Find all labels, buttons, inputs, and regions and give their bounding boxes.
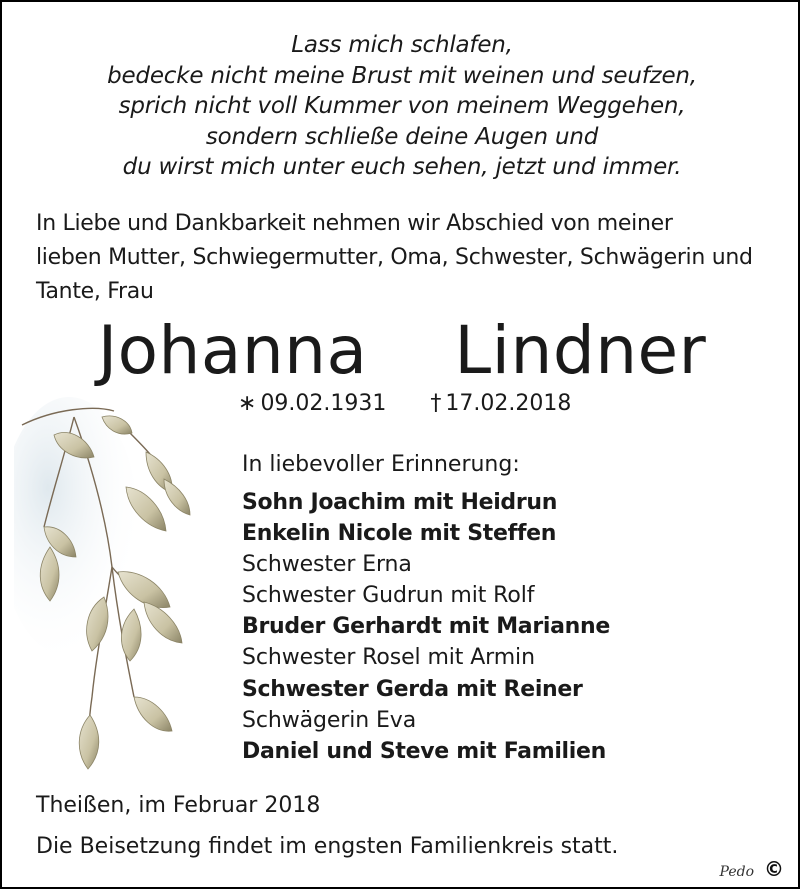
- poem-line: sondern schließe deine Augen und: [205, 123, 599, 150]
- poem-line: Lass mich schlafen,: [291, 32, 513, 58]
- memory-label: In liebevoller Erinnerung:: [242, 452, 520, 477]
- burial-note: Die Beisetzung findet im engsten Familienkreis statt.: [36, 834, 619, 859]
- farewell-intro: [36, 207, 776, 309]
- leaf-icon: [79, 715, 99, 769]
- birth-date: 09.02.1931: [260, 391, 387, 416]
- intro-line: lieben Mutter, Schwiegermutter, Oma, Schwester, Schwägerin und: [36, 245, 753, 270]
- poem-line: sprich nicht voll Kummer von meinem Weggehen,: [118, 93, 686, 119]
- mourner: Schwester Rosel mit Armin: [242, 645, 535, 671]
- mourner: Schwester Gudrun mit Rolf: [242, 583, 535, 609]
- artist-name: Pedo: [719, 864, 754, 880]
- mourner: Schwester Erna: [242, 552, 412, 578]
- mourner: Enkelin Nicole mit Steffen: [242, 521, 557, 547]
- mourner: Sohn Joachim mit Heidrun: [242, 490, 558, 515]
- mourner: Daniel und Steve mit Familien: [242, 738, 607, 764]
- poem: [2, 30, 800, 183]
- leaf-branch-illustration: [14, 397, 199, 787]
- leaf-icon: [164, 479, 190, 515]
- poem-line: bedecke nicht meine Brust mit weinen und seufzen,: [107, 62, 697, 89]
- life-dates: [238, 388, 638, 420]
- artist-signature: [720, 857, 784, 881]
- leaf-icon: [134, 697, 172, 731]
- leaf-icon: [121, 609, 141, 661]
- intro-line: In Liebe und Dankbarkeit nehmen wir Abschied von meiner: [36, 211, 673, 236]
- poem-line: du wirst mich unter euch sehen, jetzt und immer.: [122, 154, 682, 180]
- birth-star-icon: ∗: [238, 391, 257, 416]
- mourner: Schwester Gerda mit Reiner: [242, 676, 583, 702]
- leaf-icon: [144, 602, 182, 643]
- place-and-date: Theißen, im Februar 2018: [36, 793, 321, 818]
- copyright-icon: ©: [764, 857, 784, 881]
- mourners-list: [242, 487, 610, 767]
- deceased-name: Johanna Lindner: [97, 312, 707, 389]
- intro-line: Tante, Frau: [36, 279, 154, 304]
- death-date: 17.02.2018: [445, 391, 572, 416]
- death-cross-icon: †: [430, 391, 442, 416]
- mourner: Bruder Gerhardt mit Marianne: [242, 614, 611, 640]
- mourner: Schwägerin Eva: [242, 707, 417, 733]
